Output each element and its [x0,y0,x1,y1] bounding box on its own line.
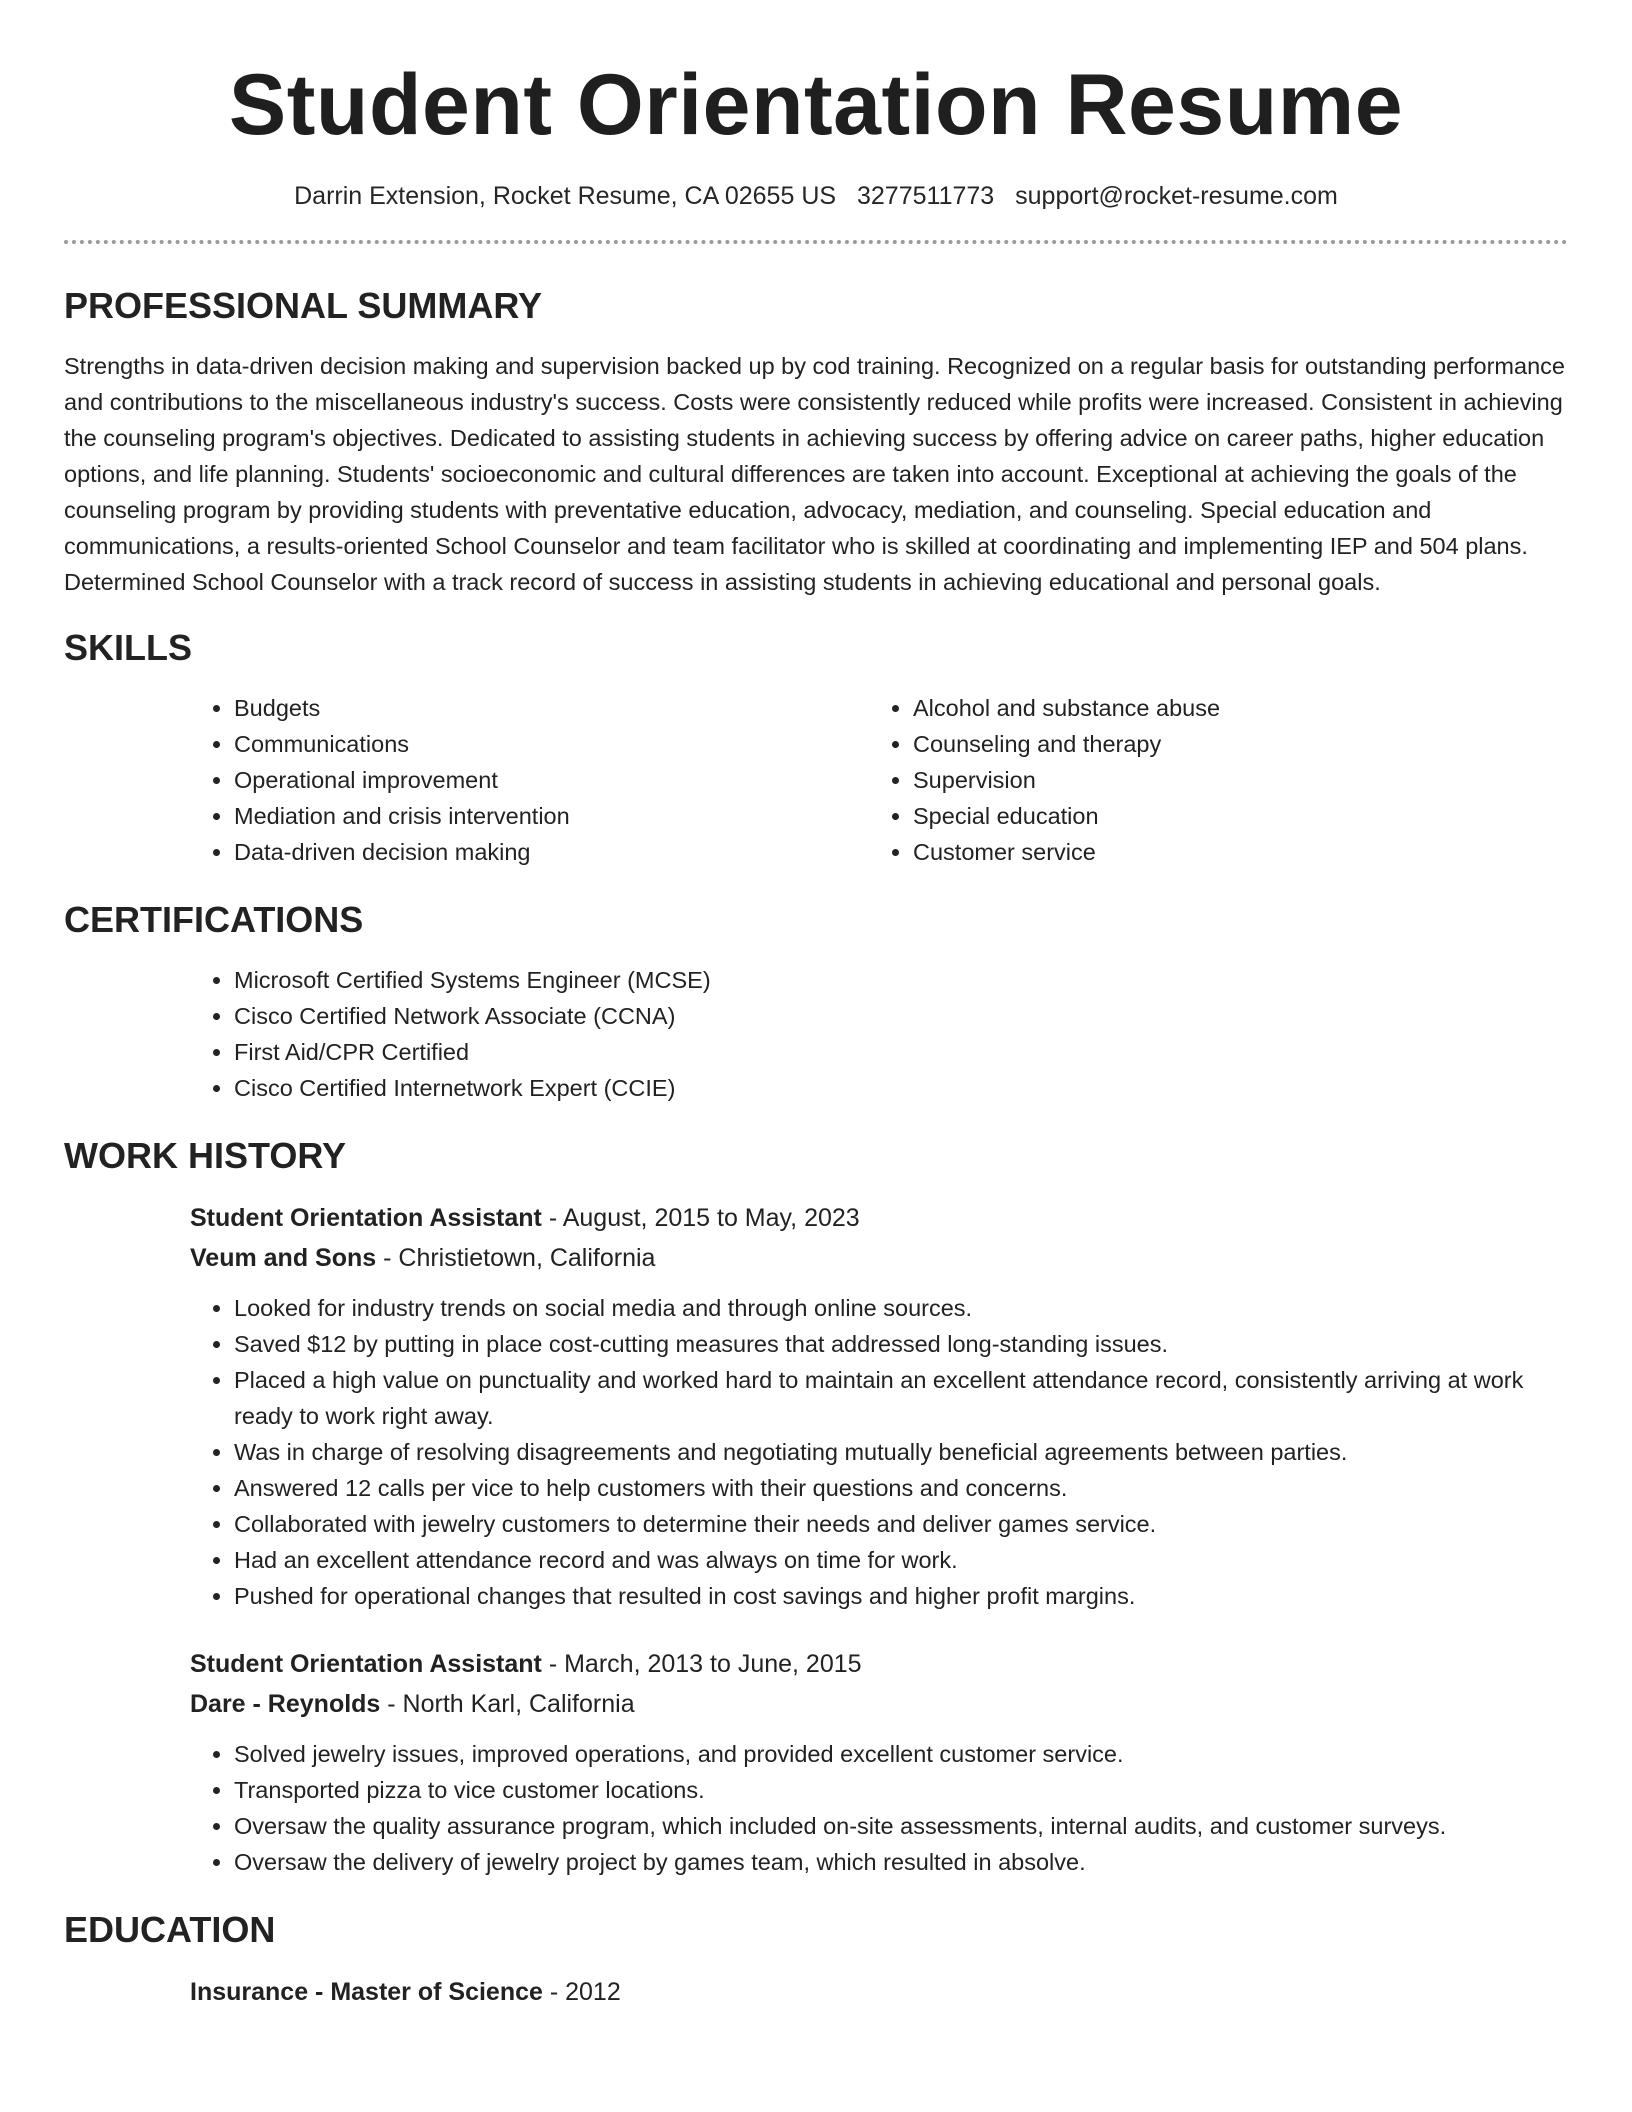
job-entry [190,1198,1568,1614]
certification-item: • Cisco Certified Network Associate (CCNA) [234,998,1568,1034]
education-heading: EDUCATION [64,1909,276,1950]
skill-item: • Special education [913,798,1548,834]
skills-column-left [190,690,869,870]
summary-text: Strengths in data-driven decision making and supervision backed up by cod training. Recognized on a regular basis for outstanding performance and contributions to the miscellaneous industry's success. Costs were consistently reduced while profits were increased. Consistent in achieving the counseling program's objectives. Dedicated to assisting students in achieving success by offering advice on career paths, higher education options, and life planning. Students' socioeconomic and cultural differences are taken into account. Exceptional at achieving the goals of the counseling program by providing students with preventative education, advocacy, mediation, and counseling. Special education and communications, a results-oriented School Counselor and team facilitator who is skilled at coordinating and implementing IEP and 504 plans. Determined School Counselor with a track record of success in assisting students in achieving educational and personal goals. [64,353,1565,595]
skill-item: • Alcohol and substance abuse [913,690,1548,726]
job-dates: - August, 2015 to May, 2023 [541,1204,860,1232]
skills-heading: SKILLS [64,627,193,668]
skills-list-left [190,690,869,870]
certifications-heading: CERTIFICATIONS [64,899,364,940]
contact-line [64,181,1568,211]
job-bullet: • Solved jewelry issues, improved operations, and provided excellent customer service. [234,1736,1568,1772]
header-divider [64,240,1568,244]
job-bullet: • Placed a high value on punctuality and worked hard to maintain an excellent attendance record, consistently arriving at work ready to work right away. [234,1362,1568,1434]
certification-item: • Microsoft Certified Systems Engineer (MCSE) [234,962,1568,998]
education-entry [190,1972,1568,2012]
work-history-heading: WORK HISTORY [64,1135,347,1176]
job-company: Dare - Reynolds [190,1690,381,1718]
resume-title: Student Orientation Resume [228,57,1404,153]
contact-phone: 3277511773 [857,182,995,210]
job-location: - North Karl, California [380,1690,635,1718]
skill-item: • Mediation and crisis intervention [234,798,869,834]
skill-item: • Budgets [234,690,869,726]
job-company: Veum and Sons [190,1244,377,1272]
education-section [64,1910,1568,2012]
skills-columns [190,690,1568,870]
summary-heading: PROFESSIONAL SUMMARY [64,285,543,326]
summary-section [64,286,1568,600]
job-company-line [190,1684,1568,1724]
certifications-list [190,962,1568,1106]
certification-item: • First Aid/CPR Certified [234,1034,1568,1070]
skills-section [64,628,1568,870]
skill-item: • Communications [234,726,869,762]
job-bullet: • Had an excellent attendance record and was always on time for work. [234,1542,1568,1578]
job-bullet: • Oversaw the quality assurance program, which included on-site assessments, internal audits, and customer surveys. [234,1808,1568,1844]
job-bullets [190,1736,1568,1880]
job-bullet: • Transported pizza to vice customer locations. [234,1772,1568,1808]
job-location: - Christietown, California [376,1244,656,1272]
job-bullet: • Pushed for operational changes that resulted in cost savings and higher profit margins. [234,1578,1568,1614]
job-bullet: • Collaborated with jewelry customers to determine their needs and deliver games service. [234,1506,1568,1542]
job-bullets [190,1290,1568,1614]
education-degree: Insurance - Master of Science [190,1978,543,2006]
job-title-line [190,1644,1568,1684]
education-year: - 2012 [542,1978,621,2006]
job-dates: - March, 2013 to June, 2015 [541,1650,862,1678]
job-role: Student Orientation Assistant [190,1650,542,1678]
job-bullet: • Was in charge of resolving disagreements and negotiating mutually beneficial agreements between parties. [234,1434,1568,1470]
skill-item: • Counseling and therapy [913,726,1548,762]
skills-column-right [869,690,1548,870]
contact-address: Darrin Extension, Rocket Resume, CA 02655 US [294,182,837,210]
job-bullet: • Oversaw the delivery of jewelry project by games team, which resulted in absolve. [234,1844,1568,1880]
skill-item: • Customer service [913,834,1548,870]
job-bullet: • Answered 12 calls per vice to help customers with their questions and concerns. [234,1470,1568,1506]
contact-email: support@rocket-resume.com [1015,182,1338,210]
job-bullet: • Looked for industry trends on social media and through online sources. [234,1290,1568,1326]
work-history-section [64,1136,1568,1880]
resume-page [64,0,1568,2012]
job-bullet: • Saved $12 by putting in place cost-cutting measures that addressed long-standing issues. [234,1326,1568,1362]
certifications-section [64,900,1568,1106]
job-role: Student Orientation Assistant [190,1204,542,1232]
certification-item: • Cisco Certified Internetwork Expert (CCIE) [234,1070,1568,1106]
job-entry [190,1644,1568,1880]
skill-item: • Supervision [913,762,1548,798]
skills-list-right [869,690,1548,870]
skill-item: • Operational improvement [234,762,869,798]
skill-item: • Data-driven decision making [234,834,869,870]
job-title-line [190,1198,1568,1238]
job-company-line [190,1238,1568,1278]
